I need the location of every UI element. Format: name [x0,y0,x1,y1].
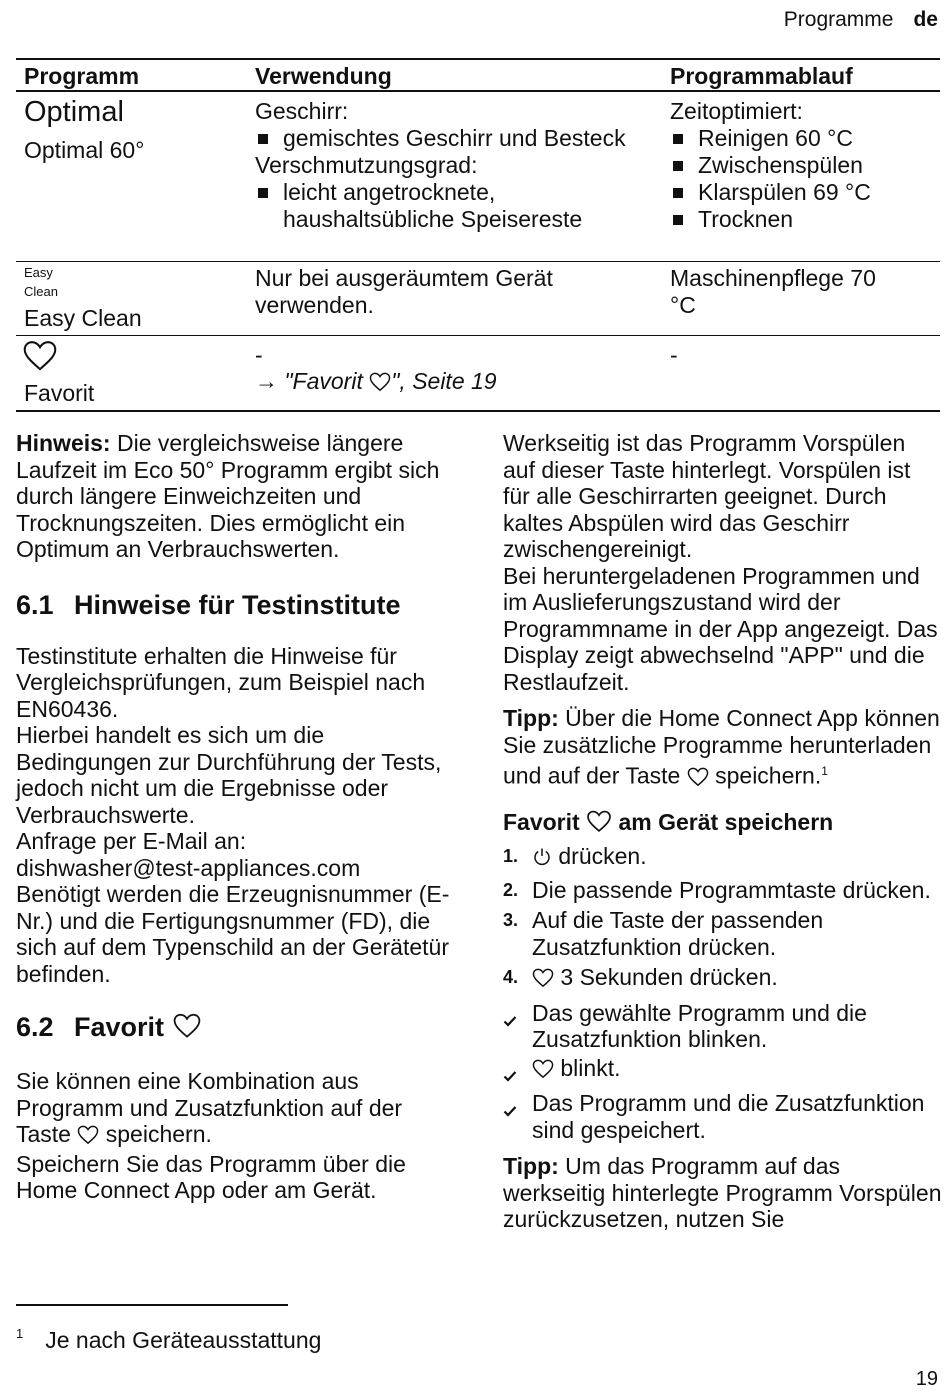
step-number: 3. [503,910,519,931]
list-item: Zwischenspülen [670,152,940,179]
program-name-optimal: Optimal [24,96,124,128]
heart-icon [586,810,612,839]
list-item [503,1055,943,1085]
text-span: speichern. [99,1121,212,1147]
heart-icon [532,1058,554,1085]
list-item [503,877,943,904]
footnote-ref[interactable]: 1 [821,764,828,778]
flow-optimal [670,98,940,233]
paragraph: Benötigt werden die Erzeugnisnummer (E-Nr.) und die Fertigungsnummer (FD), die sich auf dem Typenschild an der Gerätetür befinden. [16,881,450,987]
heading-6-1 [16,589,456,621]
paragraph: Werkseitig ist das Programm Vorspülen auf dieser Taste hinterlegt. Vorspülen ist für alle Geschirrarten geeignet. Durch kaltes Abspülen wird das Geschirr zwischengereinigt. [503,430,911,562]
note-text: Die vergleichsweise längere Laufzeit im Eco 50° Programm ergibt sich durch längere Einweichzeiten und Trocknungszeiten. Dies ermöglicht ein Optimum an Verbrauchswerten. [16,430,440,562]
flow-lead: Zeitoptimiert: [670,98,803,124]
footnote-text: Je nach Geräteausstattung [45,1327,322,1353]
paragraph: Anfrage per E-Mail an: [16,828,247,854]
tip-paragraph [503,705,943,792]
step-number: 1. [503,846,519,867]
program-name-favorit: Favorit [24,380,95,406]
program-name-easy-clean: Easy Clean [24,305,142,331]
list-item: Klarspülen 69 °C [670,179,940,206]
heart-icon [22,340,58,378]
paragraph: Hierbei handelt es sich um die Bedingungen zur Durchführung der Tests, jedoch nicht um die Ergebnisse oder Verbrauchswerte. [16,722,442,828]
heading-6-2 [16,1011,456,1046]
row-rule [16,335,940,336]
flow-list [670,125,940,233]
text-span: Sie können eine Kombination aus Programm und Zusatzfunktion auf der Taste [16,1068,403,1147]
text-span: speichern. [708,762,822,789]
easy-clean-logo-line2: Clean [24,284,58,299]
step-text: 3 Sekunden drücken. [554,964,778,991]
section-name: Programme [783,8,894,31]
tip-label: Tipp: [503,705,559,731]
heart-icon [172,1013,202,1046]
use-optimal [255,98,650,233]
step-text: drücken. [552,843,647,870]
heading-number: 6.2 [16,1012,54,1042]
paragraph: Testinstitute erhalten die Hinweise für Vergleichsprüfungen, zum Beispiel nach EN60436. [16,642,426,722]
col-header-flow: Programmablauf [670,63,853,89]
heart-icon [687,766,709,793]
footnote-rule [16,1304,288,1306]
step-text: Auf die Taste der passenden Zusatzfunktion drücken. [532,907,824,960]
text-span: Favorit [503,809,587,836]
list-item [503,907,943,960]
tip-label: Tipp: [503,1153,559,1180]
use-favorit-dash: - [255,342,263,368]
paragraph: Speichern Sie das Programm über die Home Connect App oder am Gerät. [16,1150,406,1203]
xref-page: ", Seite 19 [391,368,497,394]
heading-number: 6.1 [16,589,54,620]
list-item: Reinigen 60 °C [670,125,940,152]
email-link[interactable]: dishwasher@test-appliances.com [16,854,361,881]
heart-icon [369,371,391,398]
steps-list [503,843,943,994]
col-header-program: Programm [24,63,140,89]
check-icon [503,1061,517,1088]
check-icon [503,1006,517,1033]
xref-text: → "Favorit [255,368,370,394]
use-list-dishes [255,125,650,152]
text-span: Über die Home Connect App können Sie zusätzliche Programme herunterladen und auf der Taste [503,705,940,789]
note-paragraph [16,430,456,563]
list-item: leicht angetrocknete, haushaltsübliche Speisereste [255,179,650,233]
flow-favorit-dash: - [670,342,678,368]
paragraph [16,1068,456,1151]
right-column [503,430,943,1233]
list-item [503,1000,943,1053]
footnote-mark: 1 [16,1326,24,1341]
result-text: Das Programm und die Zusatzfunktion sind gespeichert. [532,1090,925,1143]
language-code: de [913,8,938,31]
list-item: gemischtes Geschirr und Besteck [255,125,650,152]
text-span: Um das Programm auf das werkseitig hinterlegte Programm Vorspülen zurückzusetzen, nutzen Sie [503,1153,942,1233]
result-text: Das gewählte Programm und die Zusatzfunktion blinken. [532,999,867,1053]
list-item [503,843,943,873]
list-item [503,1090,943,1143]
footnote [16,1320,321,1354]
power-icon [532,846,552,873]
list-item: Trocknen [670,206,940,233]
easy-clean-logo-line1: Easy [24,265,53,280]
tip-paragraph [503,1153,943,1233]
paragraph: Bei heruntergeladenen Programmen und im Auslieferungszustand wird der Programmname in der App angezeigt. Das Display zeigt abwechselnd "APP" und die Restlaufzeit. [503,562,938,695]
result-text: blinkt. [554,1054,621,1081]
step-number: 2. [503,879,519,900]
use-lead-dishes: Geschirr: [255,98,349,124]
results-list [503,1000,943,1144]
running-header [784,8,938,32]
heading-save-favorite [503,808,943,839]
note-label: Hinweis: [16,430,111,456]
use-lead-soiling: Verschmutzungsgrad: [255,152,478,178]
heading-title: Hinweise für Testinstitute [74,589,401,620]
left-column [16,430,456,1204]
table-bottom-rule [16,410,940,412]
text-span: am Gerät speichern [612,809,834,836]
list-item [503,964,943,994]
table-top-rule [16,58,940,60]
heading-title: Favorit [74,1012,165,1042]
use-list-soiling [255,179,650,233]
xref-favorit[interactable] [255,368,497,398]
program-sub-optimal: Optimal 60° [24,137,145,163]
page-number: 19 [915,1368,938,1390]
heart-icon [532,967,554,994]
step-text: Die passende Programmtaste drücken. [532,876,931,903]
row-rule [16,261,940,262]
check-icon [503,1096,517,1123]
flow-easy-clean: Maschinenpflege 70 °C [670,265,876,318]
step-number: 4. [503,967,519,988]
use-easy-clean: Nur bei ausgeräumtem Gerät verwenden. [255,265,553,318]
table-header-rule [16,90,940,92]
easy-clean-logo-icon [24,263,58,301]
col-header-use: Verwendung [255,63,392,89]
heart-icon [77,1124,99,1151]
